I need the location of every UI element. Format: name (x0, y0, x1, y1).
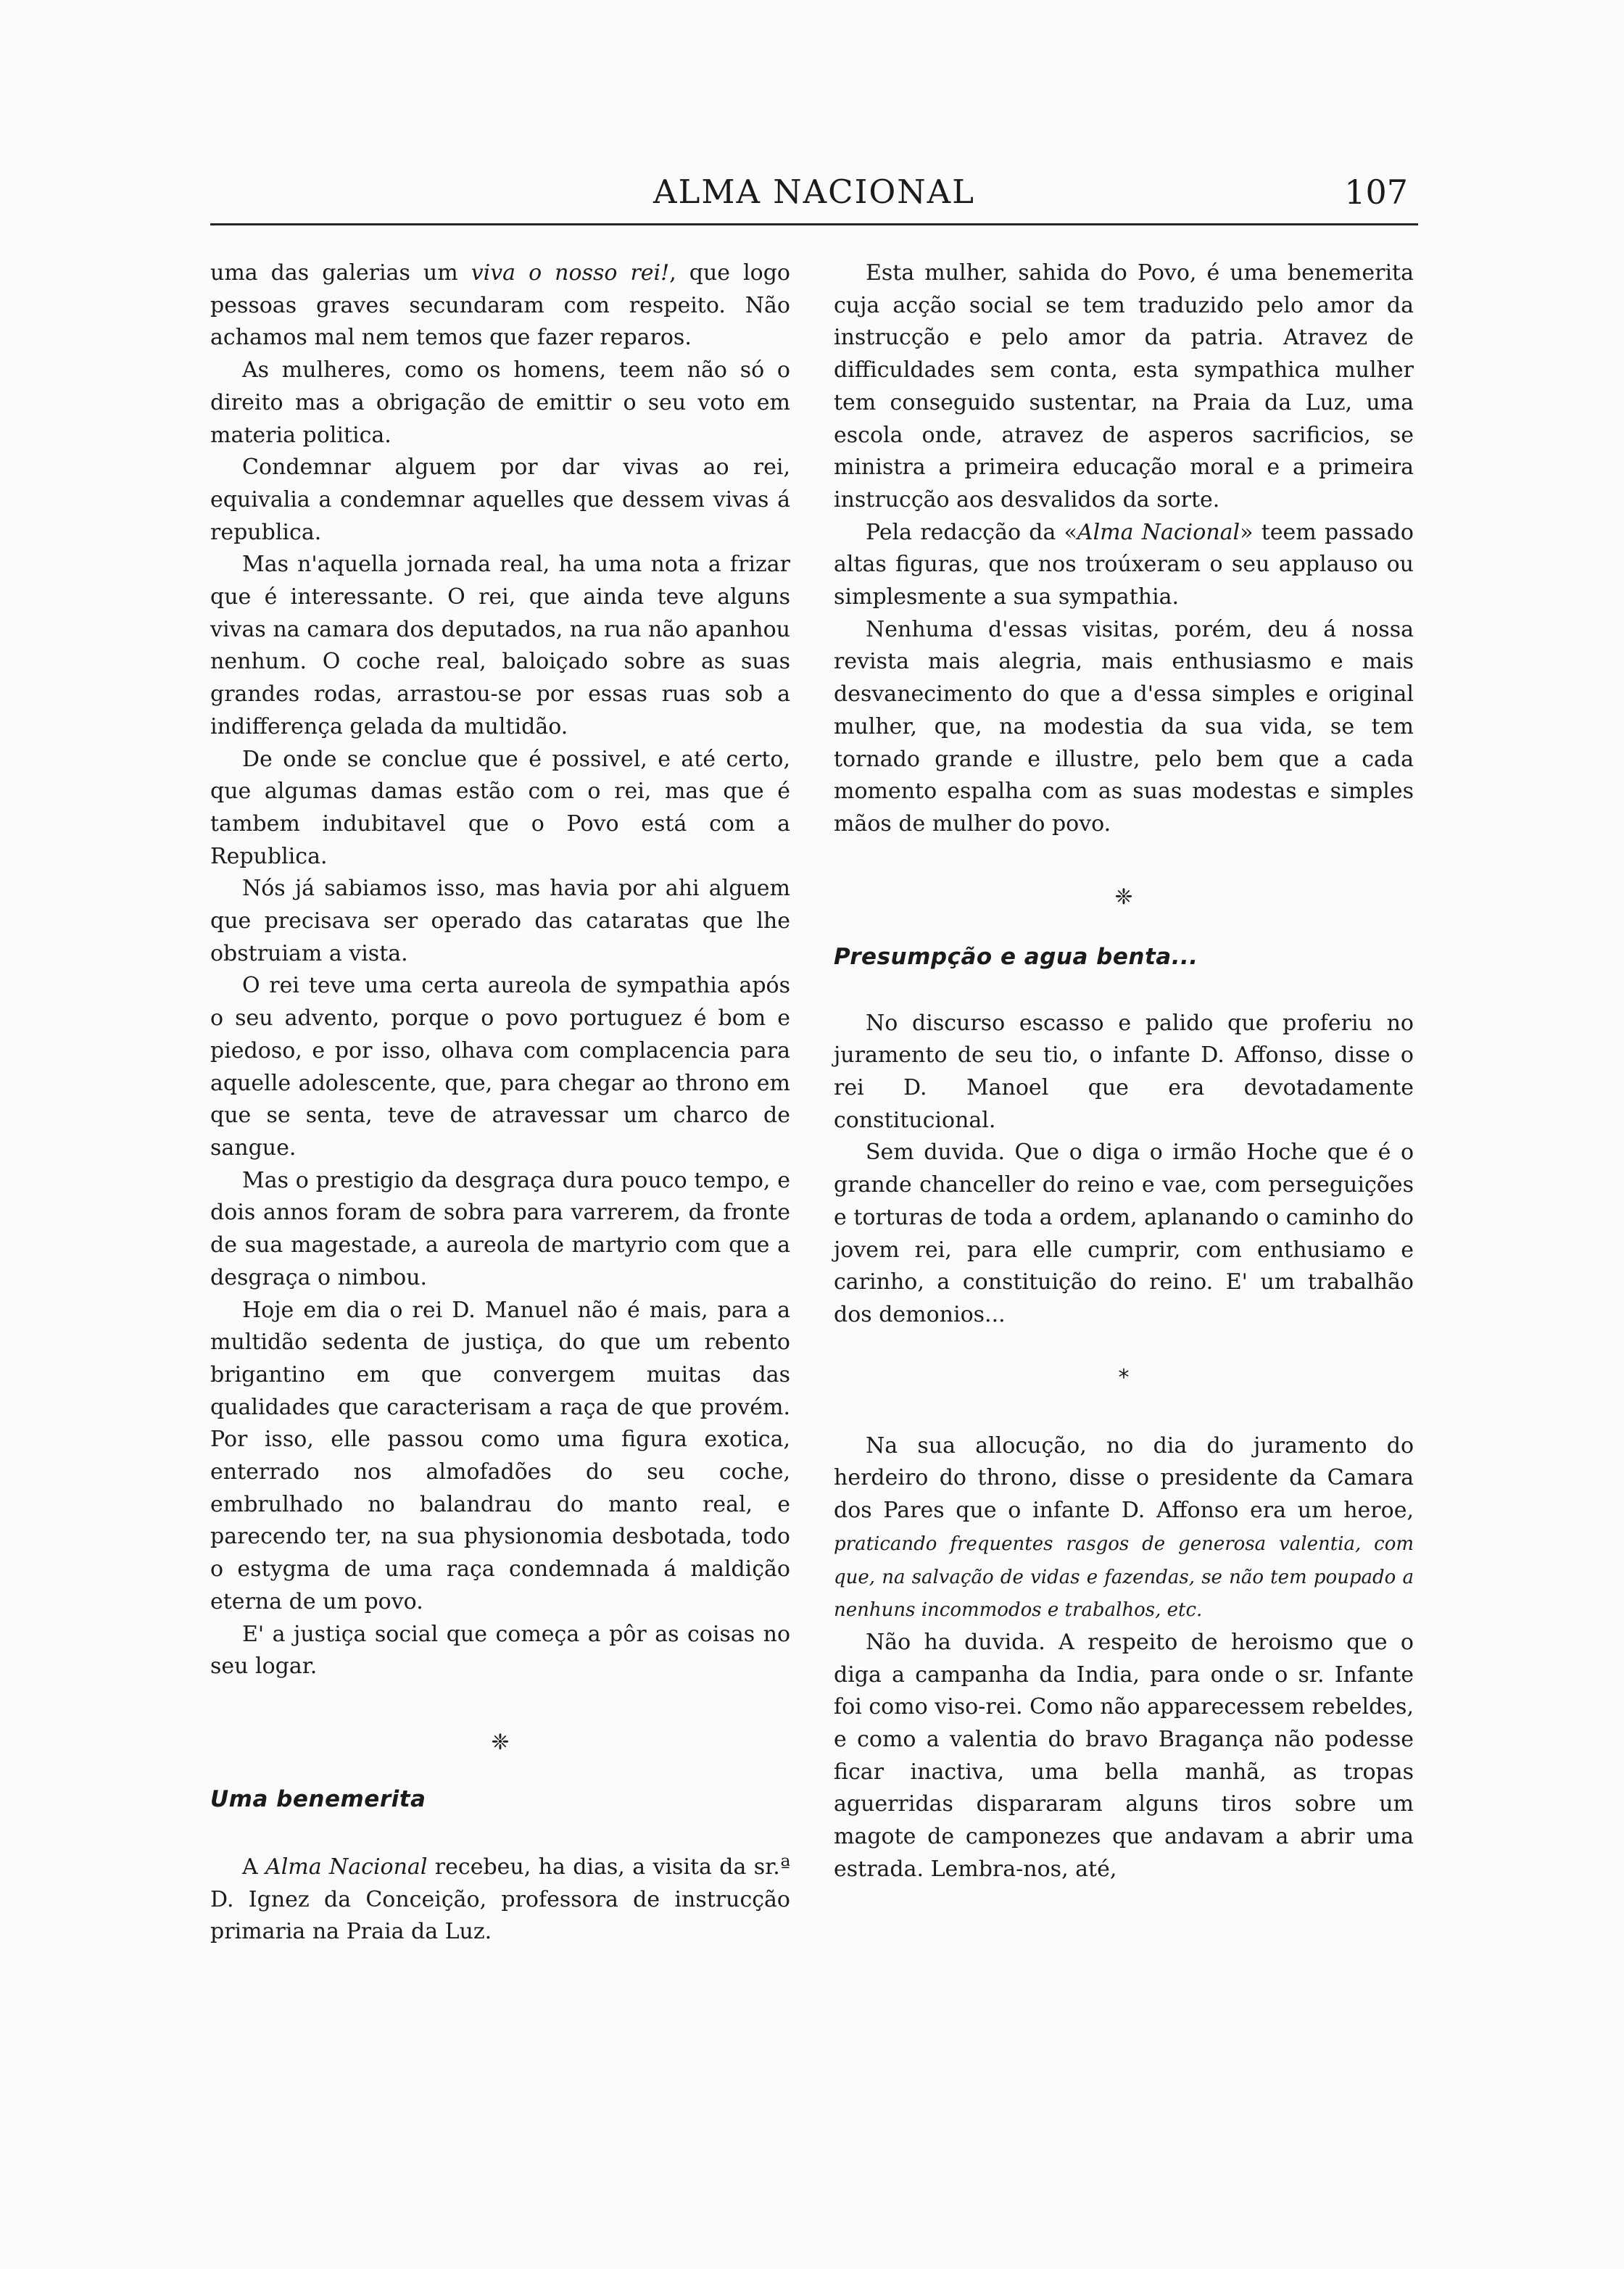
paragraph: O rei teve uma certa aureola de sympathia após o seu advento, porque o povo portuguez é bom e piedoso, e por isso, olhava com complacencia para aquelle adolescente, que, para chegar ao throno em que se senta, teve de atravessar um charco de sangue. (210, 973, 790, 1161)
paragraph: uma das galerias um viva o nosso rei!, que logo pessoas graves secundaram com respeito. Não achamos mal nem temos que fazer reparos. (210, 260, 790, 351)
paragraph: Pela redacção da «Alma Nacional» teem passado altas figuras, que nos troúxeram o seu applauso ou simplesmente a sua sympathia. (834, 519, 1414, 610)
paragraph: Não ha duvida. A respeito de heroismo que o diga a campanha da India, para onde o sr. Infante foi como viso-rei. Como não apparecessem rebeldes, e como a valentia do bravo Bragança não podesse ficar inactiva, uma bella manhã, as tropas aguerridas dispararam alguns tiros sobre um magote de camponezes que andavam a abrir uma estrada. Lembra-nos, até, (834, 1629, 1414, 1882)
journal-name: Alma Nacional (265, 1854, 428, 1880)
running-header (210, 173, 1418, 231)
paragraph: A Alma Nacional recebeu, ha dias, a visita da sr.ª D. Ignez da Conceição, professora de instrucção primaria na Praia da Luz. (210, 1854, 791, 1945)
paragraph: Mas n'aquella jornada real, ha uma nota a frizar que é interessante. O rei, que ainda teve alguns vivas na camara dos deputados, na rua não apanhou nenhum. O coche real, baloiçado sobre as suas grandes rodas, arrastou-se por essas ruas sob a indifferença gelada da multidão. (210, 552, 790, 739)
paragraph: No discurso escasso e palido que proferiu no juramento de seu tio, o infante D. Affonso, disse o rei D. Manoel que era devotadamente constitucional. (834, 1010, 1414, 1133)
page-number: 107 (1344, 173, 1408, 212)
asterisk-divider: * (1118, 1364, 1130, 1390)
right-column (834, 257, 1414, 1886)
section-ornament: ❈ (491, 1729, 510, 1755)
left-column (210, 257, 790, 1949)
section-ornament: ❈ (1114, 884, 1133, 910)
quoted-cheer: viva o nosso rei! (471, 260, 670, 286)
paragraph: Mas o prestigio da desgraça dura pouco tempo, e dois annos foram de sobra para varrerem, da fronte de sua magestade, a aureola de martyrio com que a desgraça o nimbou. (210, 1167, 790, 1290)
paragraph: Hoje em dia o rei D. Manuel não é mais, para a multidão sedenta de justiça, do que um rebento brigantino em que convergem muitas das qualidades que caracterisam a raça de que provém. Por isso, elle passou como uma figura exotica, enterrado nos almofadões do seu coche, embrulhado no balandrau do manto real, e parecendo ter, na sua physionomia desbotada, todo o estygma de uma raça condemnada á maldição eterna de um povo. (210, 1297, 790, 1614)
paragraph: De onde se conclue que é possivel, e até certo, que algumas damas estão com o rei, mas que é tambem indubitavel que o Povo está com a Republica. (210, 746, 790, 869)
paragraph: E' a justiça social que começa a pôr as coisas no seu logar. (210, 1621, 790, 1680)
paragraph: As mulheres, como os homens, teem não só o direito mas a obrigação de emittir o seu voto em materia politica. (210, 357, 790, 448)
paragraph: Esta mulher, sahida do Povo, é uma benemerita cuja acção social se tem traduzido pelo amor da instrucção e pelo amor da patria. Atravez de difficuldades sem conta, esta sympathica mulher tem conseguido sustentar, na Praia da Luz, uma escola onde, atravez de asperos sacrificios, se ministra a primeira educação moral e a primeira instrucção aos desvalidos da sorte. (834, 260, 1414, 513)
section-heading: Uma benemerita (210, 1785, 426, 1812)
quoted-speech: praticando frequentes rasgos de generosa valentia, com que, na salvação de vidas e fazendas, se não tem poupado a nenhuns incommodos e trabalhos, etc. (834, 1532, 1414, 1622)
section-heading: Presumpção e agua benta... (834, 943, 1198, 970)
header-rule (210, 223, 1418, 225)
paragraph: Nenhuma d'essas visitas, porém, deu á nossa revista mais alegria, mais enthusiasmo e mais desvanecimento do que a d'essa simples e original mulher, que, na modestia da sua vida, se tem tornado grande e illustre, pelo bem que a cada momento espalha com as suas modestas e simples mãos de mulher do povo. (834, 616, 1414, 837)
paragraph: Nós já sabiamos isso, mas havia por ahi alguem que precisava ser operado das cataratas que lhe obstruiam a vista. (210, 876, 790, 966)
paragraph: Condemnar alguem por dar vivas ao rei, equivalia a condemnar aquelles que dessem vivas á republica. (210, 455, 790, 545)
journal-name: Alma Nacional (1077, 519, 1240, 545)
paragraph: Sem duvida. Que o diga o irmão Hoche que é o grande chanceller do reino e vae, com perseguições e torturas de toda a ordem, aplanando o caminho do jovem rei, para elle cumprir, com enthusiamo e carinho, a constituição do reino. E' um trabalhão dos demonios... (834, 1140, 1414, 1327)
running-title: ALMA NACIONAL (653, 173, 975, 211)
paragraph: Na sua allocução, no dia do juramento do herdeiro do throno, disse o presidente da Camara dos Pares que o infante D. Affonso era um heroe, praticando frequentes rasgos de generosa valentia, com que, na salvação de vidas e fazendas, se não tem poupado a nenhuns incommodos e trabalhos, etc. (834, 1432, 1414, 1622)
